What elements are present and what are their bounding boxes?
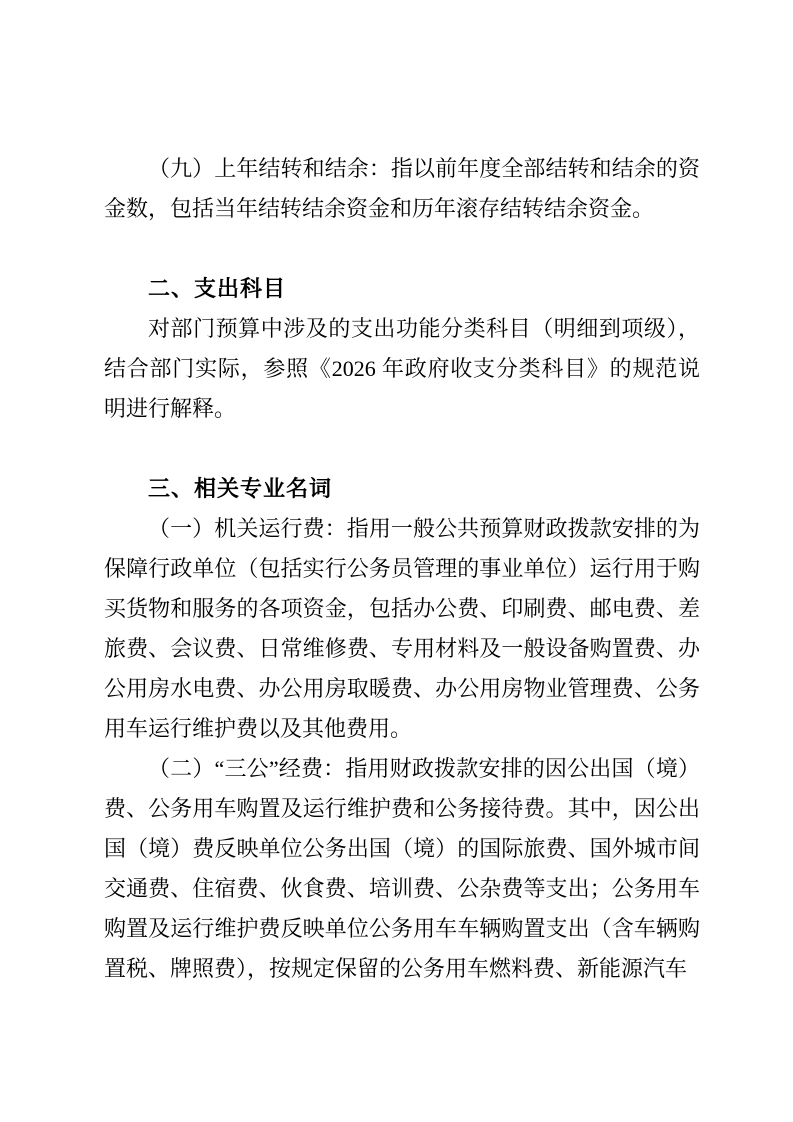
paragraph-expenditure-subjects: 对部门预算中涉及的支出功能分类科目（明细到项级），结合部门实际，参照《2026 年政府收支分类科目》的规范说明进行解释。 [104, 316, 700, 421]
section-heading-expenditure-subjects: 二、支出科目 [148, 276, 287, 301]
paragraph-agency-operating-fee: （一）机关运行费：指用一般公共预算财政拨款安排的为保障行政单位（包括实行公务员管理的事业单位）运行用于购买货物和服务的各项资金，包括办公费、印刷费、邮电费、差旅费、会议费、日常维修费、专用材料及一般设备购置费、办公用房水电费、办公用房取暖费、办公用房物业管理费、公务用车运行维护费以及其他费用。 [104, 516, 700, 741]
document-content [104, 149, 700, 989]
paragraph-carryover-balance: （九）上年结转和结余：指以前年度全部结转和结余的资金数，包括当年结转结余资金和历年滚存结转结余资金。 [104, 156, 700, 221]
paragraph-three-public-funds: （二）“三公”经费：指用财政拨款安排的因公出国（境）费、公务用车购置及运行维护费和公务接待费。其中，因公出国（境）费反映单位公务出国（境）的国际旅费、国外城市间交通费、住宿费、伙食费、培训费、公杂费等支出；公务用车购置及运行维护费反映单位公务用车车辆购置支出（含车辆购置税、牌照费），按规定保留的公务用车燃料费、新能源汽车 [104, 756, 700, 981]
section-heading-professional-terms: 三、相关专业名词 [148, 476, 333, 501]
